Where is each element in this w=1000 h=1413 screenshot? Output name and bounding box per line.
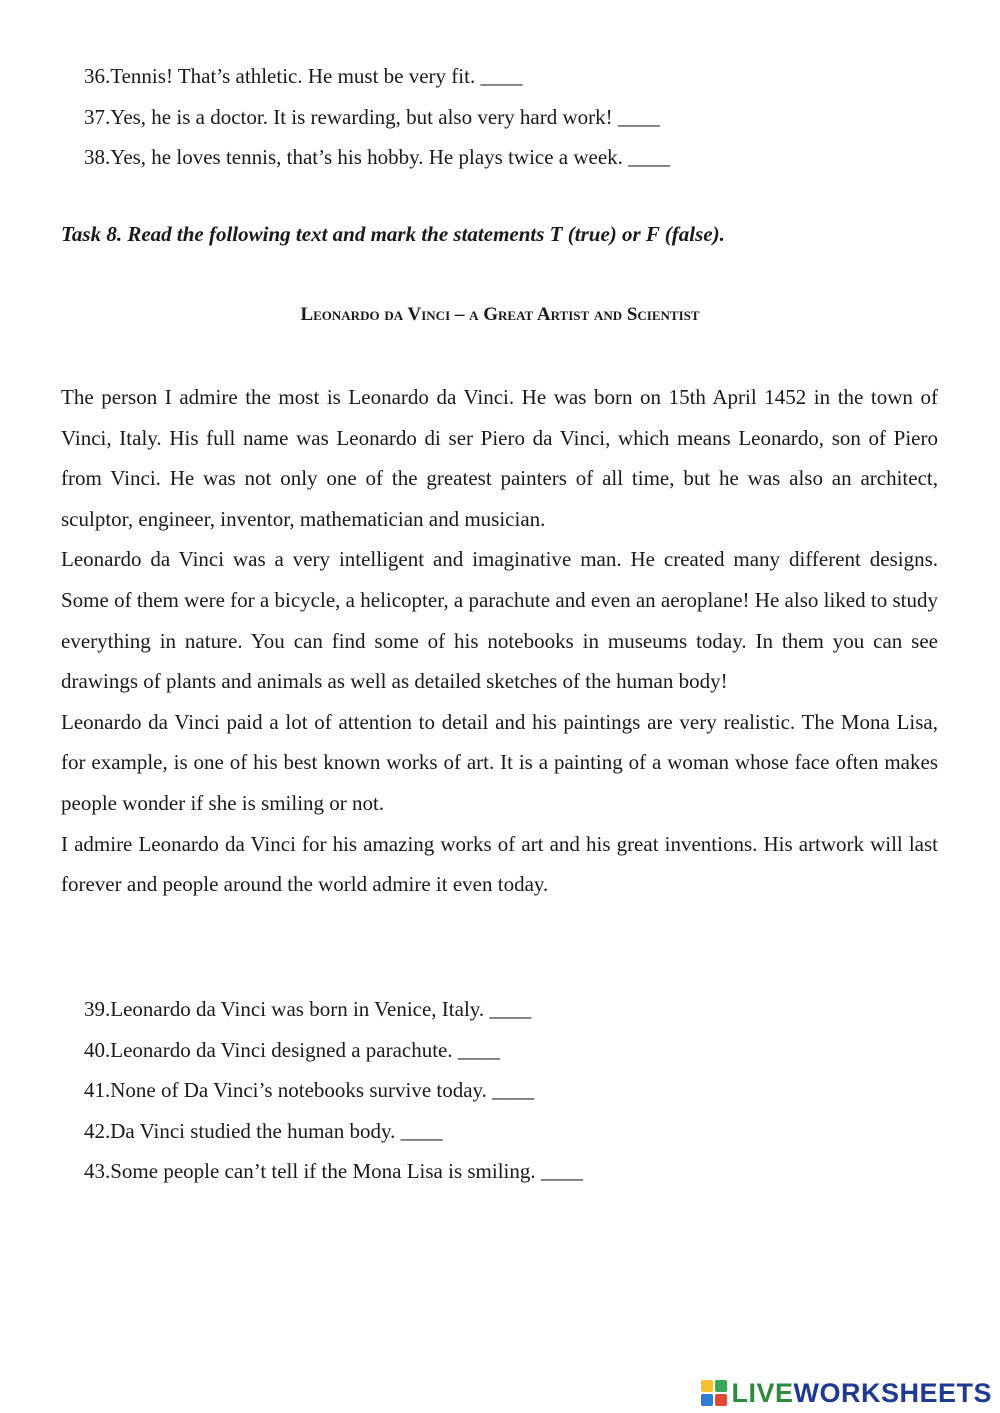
paragraph: I admire Leonardo da Vinci for his amazing works of art and his great inventions. His artwork will last forever and people around the world admire it even today. — [61, 831, 938, 897]
question-number: 41. — [84, 1078, 111, 1103]
question-number: 42. — [84, 1118, 111, 1143]
logo-tile — [701, 1380, 713, 1392]
brand-worksheets: WORKSHEETS — [793, 1378, 992, 1408]
brand-live: LIVE — [731, 1378, 794, 1408]
logo-tile — [715, 1394, 727, 1406]
question-number: 37. — [84, 104, 111, 129]
paragraph: Leonardo da Vinci was a very intelligent and imaginative man. He created many different designs. Some of them were for a bicycle, a helicopter, a parachute and even an aeroplane! He also liked to study everything in nature. You can find some of his notebooks in museums today. In them you can see drawings of plants and animals as well as detailed sketches of the human body! — [61, 547, 938, 694]
question-41 — [84, 1070, 583, 1111]
question-text: Tennis! That’s athletic. He must be very fit. ____ — [110, 64, 523, 88]
brand-wordmark — [731, 1378, 992, 1408]
question-text: Leonardo da Vinci designed a parachute. ____ — [110, 1037, 500, 1062]
liveworksheets-brand[interactable] — [701, 1378, 992, 1408]
question-40 — [84, 1030, 583, 1071]
question-text: Da Vinci studied the human body. ____ — [110, 1118, 443, 1143]
question-text: Yes, he is a doctor. It is rewarding, but also very hard work! ____ — [110, 104, 660, 129]
question-number: 40. — [84, 1037, 111, 1062]
paragraph: The person I admire the most is Leonardo da Vinci. He was born on 15th April 1452 in the town of Vinci, Italy. His full name was Leonardo di ser Piero da Vinci, which means Leonardo, son of Piero from Vinci. He was not only one of the greatest painters of all time, but he was also an architect, sculptor, engineer, inventor, mathematician and musician. — [61, 385, 938, 531]
question-43 — [84, 1151, 583, 1192]
question-number: 39. — [84, 997, 111, 1021]
question-36 — [84, 56, 670, 97]
question-number: 43. — [84, 1159, 111, 1184]
liveworksheets-logo-icon — [701, 1380, 727, 1406]
question-38 — [84, 137, 670, 178]
logo-tile — [715, 1380, 727, 1392]
question-37 — [84, 97, 670, 138]
questions-top — [84, 56, 670, 178]
question-42 — [84, 1111, 583, 1152]
task-instruction: Task 8. Read the following text and mark the statements T (true) or F (false). — [61, 222, 725, 246]
question-number: 36. — [84, 64, 111, 88]
passage-title: Leonardo da Vinci – a Great Artist and Scientist — [300, 304, 700, 325]
paragraph: Leonardo da Vinci paid a lot of attention to detail and his paintings are very realistic. The Mona Lisa, for example, is one of his best known works of art. It is a painting of a woman whose face often makes people wonder if she is smiling or not. — [61, 709, 938, 815]
question-text: Leonardo da Vinci was born in Venice, Italy. ____ — [110, 997, 532, 1021]
question-text: None of Da Vinci’s notebooks survive today. ____ — [110, 1078, 535, 1103]
question-text: Yes, he loves tennis, that’s his hobby. He plays twice a week. ____ — [110, 145, 671, 170]
reading-passage — [61, 377, 938, 905]
questions-bottom — [84, 989, 583, 1192]
question-text: Some people can’t tell if the Mona Lisa is smiling. ____ — [110, 1159, 583, 1184]
question-number: 38. — [84, 145, 111, 170]
question-39 — [84, 989, 583, 1030]
logo-tile — [701, 1394, 713, 1406]
